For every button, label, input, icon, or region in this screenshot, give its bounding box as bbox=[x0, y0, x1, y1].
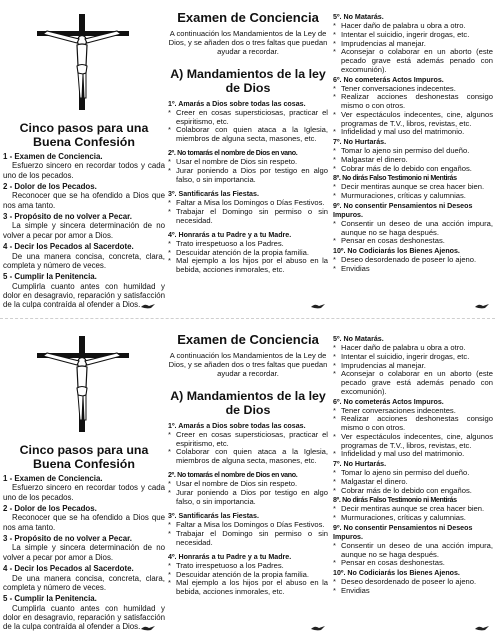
list-item: * Colaborar con quien ataca a la Iglesia, miembros de alguna secta, masones, etc. bbox=[168, 448, 328, 466]
step-text: La simple y sincera determinación de no volver a pecar por amor a Dios. bbox=[3, 543, 165, 562]
commandment-heading: 10º. No Codiciarás los Bienes Ajenos. bbox=[333, 247, 460, 255]
dove-icon bbox=[140, 624, 156, 632]
list-item: * Malgastar el dinero. bbox=[333, 156, 493, 165]
step-1 bbox=[3, 474, 165, 502]
bottom-panel bbox=[0, 322, 495, 637]
list-item: * Trabajar el Domingo sin permiso o sin necesidad. bbox=[168, 208, 328, 226]
commandment-4 bbox=[168, 231, 328, 276]
examination-title: Examen de Conciencia bbox=[177, 10, 319, 25]
commandment-heading: 8º. No dirás Falso Testimonio ni Mentirás bbox=[333, 496, 457, 505]
list-item: * Trabajar el Domingo sin permiso o sin necesidad. bbox=[168, 530, 328, 548]
commandment-8 bbox=[333, 174, 493, 201]
list-item: * Descuidar atención de la propia familia. bbox=[168, 571, 328, 580]
list-item: * Pensar en cosas deshonestas. bbox=[333, 237, 493, 246]
commandment-10 bbox=[333, 569, 493, 596]
list-item: * Mal ejemplo a los hijos por el abuso en la bebida, acciones inmorales, etc. bbox=[168, 257, 328, 275]
commandment-heading: 1º. Amarás a Dios sobre todas las cosas. bbox=[168, 421, 306, 430]
list-item: * Realizar acciones deshonestas consigo mismo o con otros. bbox=[333, 415, 493, 433]
list-item: * Trato irrespetuoso a los Padres. bbox=[168, 240, 328, 249]
commandments-subtitle: A) Mandamientos de la ley de Dios bbox=[170, 388, 326, 417]
commandment-heading: 4º. Honrarás a tu Padre y a tu Madre. bbox=[168, 552, 292, 561]
examination-intro: A continuación los Mandamientos de la Ley de Dios, y se añaden dos o tres faltas que puedan ayudar a recordar. bbox=[168, 351, 328, 379]
commandment-heading: 5º. No Matarás. bbox=[333, 13, 384, 21]
dove-icon bbox=[140, 302, 156, 310]
commandment-heading: 7º. No Hurtarás. bbox=[333, 460, 387, 468]
list-item: * Deseo desordenado de poseer lo ajeno. bbox=[333, 578, 493, 587]
list-item: * Faltar a Misa los Domingos o Días Festivos. bbox=[168, 521, 328, 530]
commandment-heading: 10º. No Codiciarás los Bienes Ajenos. bbox=[333, 569, 460, 577]
commandment-heading: 4º. Honrarás a tu Padre y a tu Madre. bbox=[168, 230, 292, 239]
top-panel bbox=[0, 0, 495, 315]
step-heading: 4 - Decir los Pecados al Sacerdote. bbox=[3, 564, 134, 574]
list-item: * Jurar poniendo a Dios por testigo en algo falso, o sin importancia. bbox=[168, 489, 328, 507]
list-item: * Cobrar más de lo debido con engaños. bbox=[333, 165, 493, 174]
step-3 bbox=[3, 212, 165, 240]
step-heading: 5 - Cumplir la Penitencia. bbox=[3, 594, 97, 604]
commandment-heading: 2º. No tomarás el nombre de Dios en vano. bbox=[168, 471, 298, 480]
step-2 bbox=[3, 182, 165, 210]
list-item: * Creer en cosas supersticiosas, practicar el espiritismo, etc. bbox=[168, 109, 328, 127]
commandment-10 bbox=[333, 247, 493, 274]
step-1 bbox=[3, 152, 165, 180]
crucifix-icon bbox=[33, 334, 133, 432]
list-item: * Hacer daño de palabra u obra a otro. bbox=[333, 22, 493, 31]
commandment-heading: 2º. No tomarás el nombre de Dios en vano. bbox=[168, 149, 298, 158]
step-text: Reconocer que se ha ofendido a Dios que nos ama tanto. bbox=[3, 191, 165, 210]
commandment-3 bbox=[168, 190, 328, 226]
list-item: * Cobrar más de lo debido con engaños. bbox=[333, 487, 493, 496]
list-item: * Mal ejemplo a los hijos por el abuso en la bebida, acciones inmorales, etc. bbox=[168, 579, 328, 597]
examination-intro: A continuación los Mandamientos de la Ley de Dios, y se añaden dos o tres faltas que puedan ayudar a recordar. bbox=[168, 29, 328, 57]
list-item: * Jurar poniendo a Dios por testigo en algo falso, o sin importancia. bbox=[168, 167, 328, 185]
examination-title: Examen de Conciencia bbox=[177, 332, 319, 347]
list-item: * Infidelidad y mal uso del matrimonio. bbox=[333, 450, 493, 459]
list-item: * Infidelidad y mal uso del matrimonio. bbox=[333, 128, 493, 137]
step-heading: 1 - Examen de Conciencia. bbox=[3, 152, 103, 161]
step-3 bbox=[3, 534, 165, 562]
step-text: Cumplirla cuanto antes con humildad y dolor en desagravio, reparación y satisfacción de la culpa contraída al ofender a Dios. bbox=[3, 603, 165, 632]
commandment-heading: 8º. No dirás Falso Testimonio ni Mentirás bbox=[333, 174, 457, 183]
step-2 bbox=[3, 504, 165, 532]
commandment-heading: 3º. Santificarás las Fiestas. bbox=[168, 189, 259, 198]
commandment-9 bbox=[333, 202, 493, 246]
list-item: * Tomar lo ajeno sin permiso del dueño. bbox=[333, 469, 493, 478]
list-item: * Usar el nombre de Dios sin respeto. bbox=[168, 158, 328, 167]
commandment-9 bbox=[333, 524, 493, 568]
list-item: * Imprudencias al manejar. bbox=[333, 40, 493, 49]
step-heading: 2 - Dolor de los Pecados. bbox=[3, 504, 97, 514]
list-item: * Tomar lo ajeno sin permiso del dueño. bbox=[333, 147, 493, 156]
commandment-7 bbox=[333, 460, 493, 495]
steps-list bbox=[3, 474, 165, 634]
list-item: * Aconsejar o colaborar en un aborto (este pecado grave está además penado con excomunión). bbox=[333, 370, 493, 396]
examination-column bbox=[168, 0, 328, 315]
commandment-heading: 6º. No cometerás Actos Impuros. bbox=[333, 75, 444, 84]
commandment-heading: 7º. No Hurtarás. bbox=[333, 138, 387, 146]
step-heading: 3 - Propósito de no volver a Pecar. bbox=[3, 212, 132, 222]
list-item: * Tener conversaciones indecentes. bbox=[333, 407, 493, 416]
list-item: * Envidias bbox=[333, 587, 493, 596]
step-text: Cumplirla cuanto antes con humildad y dolor en desagravio, reparación y satisfacción de la culpa contraída al ofender a Dios. bbox=[3, 281, 165, 310]
step-4 bbox=[3, 242, 165, 270]
commandment-4 bbox=[168, 553, 328, 598]
list-item: * Consentir un deseo de una acción impura, aunque no se haga después. bbox=[333, 542, 493, 560]
commandment-heading: 6º. No cometerás Actos Impuros. bbox=[333, 397, 444, 406]
step-4 bbox=[3, 564, 165, 592]
commandment-heading: 1º. Amarás a Dios sobre todas las cosas. bbox=[168, 99, 306, 108]
step-text: De una manera concisa, concreta, clara, completa y número de veces. bbox=[3, 573, 165, 592]
dove-icon bbox=[474, 302, 490, 310]
commandment-heading: 5º. No Matarás. bbox=[333, 335, 384, 343]
list-item: * Realizar acciones deshonestas consigo mismo o con otros. bbox=[333, 93, 493, 111]
dove-icon bbox=[310, 302, 326, 310]
step-text: Reconocer que se ha ofendido a Dios que nos ama tanto. bbox=[3, 513, 165, 532]
step-text: La simple y sincera determinación de no volver a pecar por amor a Dios. bbox=[3, 221, 165, 240]
list-item: * Tener conversaciones indecentes. bbox=[333, 85, 493, 94]
steps-title: Cinco pasos para una Buena Confesión bbox=[19, 121, 149, 149]
commandment-1 bbox=[168, 100, 328, 145]
list-item: * Intentar el suicidio, ingerir drogas, etc. bbox=[333, 31, 493, 40]
list-item: * Ver espectáculos indecentes, cine, algunos programas de T.V., libros, revistas, etc. bbox=[333, 433, 493, 451]
crucifix-icon bbox=[33, 12, 133, 110]
list-item: * Intentar el suicidio, ingerir drogas, etc. bbox=[333, 353, 493, 362]
cut-line bbox=[0, 318, 495, 319]
commandments-continued-column bbox=[333, 0, 493, 315]
commandment-2 bbox=[168, 471, 328, 507]
list-item: * Decir mentiras aunque se crea hacer bien. bbox=[333, 183, 493, 192]
step-heading: 5 - Cumplir la Penitencia. bbox=[3, 272, 97, 282]
list-item: * Envidias bbox=[333, 265, 493, 274]
commandment-1 bbox=[168, 422, 328, 467]
list-item: * Deseo desordenado de poseer lo ajeno. bbox=[333, 256, 493, 265]
list-item: * Colaborar con quien ataca a la Iglesia, miembros de alguna secta, masones, etc. bbox=[168, 126, 328, 144]
list-item: * Murmuraciones, críticas y calumnias. bbox=[333, 514, 493, 523]
commandment-5 bbox=[333, 13, 493, 75]
list-item: * Ver espectáculos indecentes, cine, algunos programas de T.V., libros, revistas, etc. bbox=[333, 111, 493, 129]
list-item: * Consentir un deseo de una acción impura, aunque no se haga después. bbox=[333, 220, 493, 238]
list-item: * Aconsejar o colaborar en un aborto (este pecado grave está además penado con excomunión). bbox=[333, 48, 493, 74]
examination-column bbox=[168, 322, 328, 637]
list-item: * Faltar a Misa los Domingos o Días Festivos. bbox=[168, 199, 328, 208]
commandment-heading: 9º. No consentir Pensamientos ni Deseos Impuros. bbox=[333, 201, 473, 219]
steps-title: Cinco pasos para una Buena Confesión bbox=[19, 443, 149, 471]
step-text: Esfuerzo sincero en recordar todos y cada uno de los pecados. bbox=[3, 483, 165, 502]
step-heading: 1 - Examen de Conciencia. bbox=[3, 474, 103, 483]
list-item: * Trato irrespetuoso a los Padres. bbox=[168, 562, 328, 571]
steps-column bbox=[3, 0, 165, 315]
commandments-subtitle: A) Mandamientos de la ley de Dios bbox=[170, 66, 326, 95]
step-text: De una manera concisa, concreta, clara, completa y número de veces. bbox=[3, 251, 165, 270]
steps-list bbox=[3, 152, 165, 312]
commandment-5 bbox=[333, 335, 493, 397]
step-heading: 2 - Dolor de los Pecados. bbox=[3, 182, 97, 192]
dove-icon bbox=[474, 624, 490, 632]
list-item: * Creer en cosas supersticiosas, practicar el espiritismo, etc. bbox=[168, 431, 328, 449]
steps-column bbox=[3, 322, 165, 637]
commandment-6 bbox=[333, 398, 493, 460]
commandments-continued-column bbox=[333, 322, 493, 637]
list-item: * Murmuraciones, críticas y calumnias. bbox=[333, 192, 493, 201]
commandment-8 bbox=[333, 496, 493, 523]
list-item: * Imprudencias al manejar. bbox=[333, 362, 493, 371]
list-item: * Malgastar el dinero. bbox=[333, 478, 493, 487]
step-heading: 4 - Decir los Pecados al Sacerdote. bbox=[3, 242, 134, 252]
list-item: * Usar el nombre de Dios sin respeto. bbox=[168, 480, 328, 489]
commandment-2 bbox=[168, 149, 328, 185]
list-item: * Decir mentiras aunque se crea hacer bien. bbox=[333, 505, 493, 514]
commandment-6 bbox=[333, 76, 493, 138]
step-text: Esfuerzo sincero en recordar todos y cada uno de los pecados. bbox=[3, 161, 165, 180]
list-item: * Pensar en cosas deshonestas. bbox=[333, 559, 493, 568]
commandment-7 bbox=[333, 138, 493, 173]
dove-icon bbox=[310, 624, 326, 632]
list-item: * Descuidar atención de la propia familia. bbox=[168, 249, 328, 258]
list-item: * Hacer daño de palabra u obra a otro. bbox=[333, 344, 493, 353]
commandment-heading: 3º. Santificarás las Fiestas. bbox=[168, 511, 259, 520]
commandment-heading: 9º. No consentir Pensamientos ni Deseos Impuros. bbox=[333, 523, 473, 541]
commandment-3 bbox=[168, 512, 328, 548]
step-heading: 3 - Propósito de no volver a Pecar. bbox=[3, 534, 132, 544]
